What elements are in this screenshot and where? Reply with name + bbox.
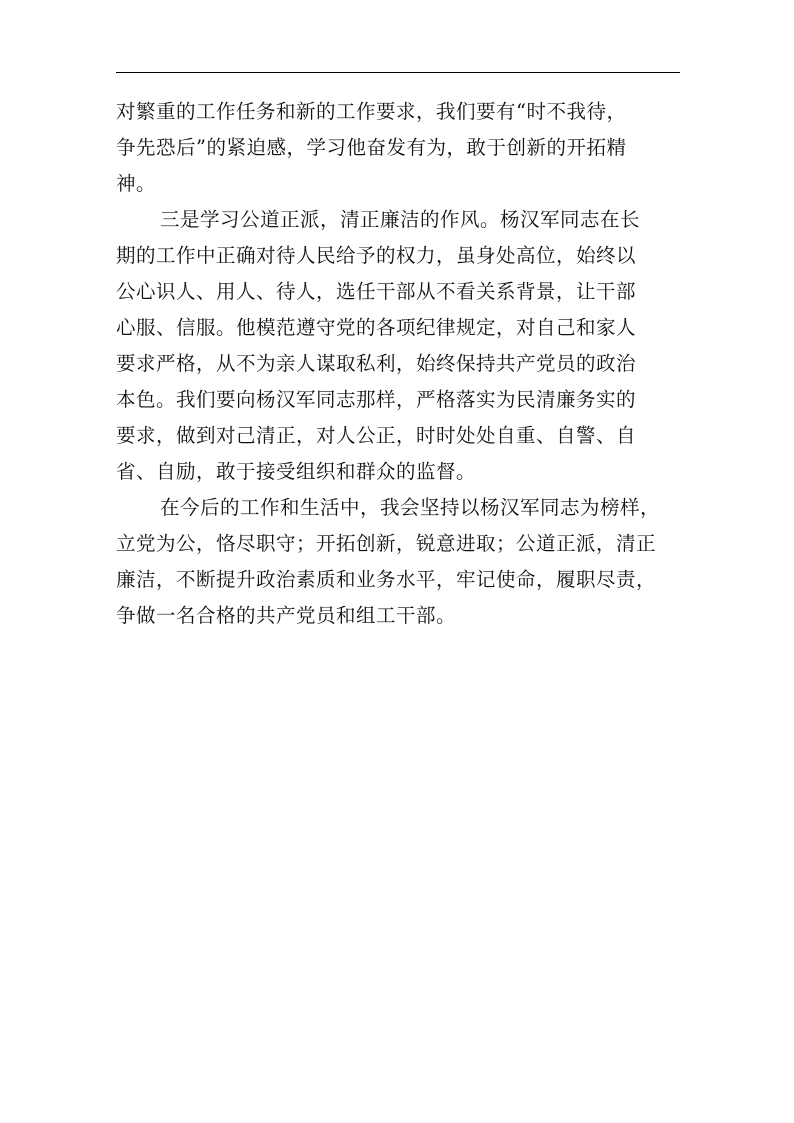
text-line: 争先恐后”的紧迫感，学习他奋发有为，敢于创新的开拓精 [116,136,627,159]
text-line: 本色。我们要向杨汉军同志那样，严格落实为民清廉务实的 [116,388,637,411]
header-rule [116,72,680,73]
text-line: 在今后的工作和生活中，我会坚持以杨汉军同志为榜样， [160,496,661,519]
text-line: 争做一名合格的共产党员和组工干部。 [116,604,457,627]
text-line: 立党为公，恪尽职守；开拓创新，锐意进取；公道正派，清正 [116,532,657,555]
text-line: 神。 [116,172,157,195]
text-line: 三是学习公道正派，清正廉洁的作风。杨汉军同志在长 [160,208,641,231]
text-line: 心服、信服。他模范遵守党的各项纪律规定，对自己和家人 [116,316,637,339]
paragraph-2 [116,202,686,490]
text-line: 公心识人、用人、待人，选任干部从不看关系背景，让干部 [116,280,637,303]
document-body [116,94,686,634]
text-line: 省、自励，敢于接受组织和群众的监督。 [116,460,477,483]
text-line: 廉洁，不断提升政治素质和业务水平，牢记使命，履职尽责， [116,568,657,591]
paragraph-1 [116,94,686,202]
text-line: 期的工作中正确对待人民给予的权力，虽身处高位，始终以 [116,244,637,267]
text-line: 对繁重的工作任务和新的工作要求，我们要有“时不我待， [116,100,627,123]
paragraph-3 [116,490,686,634]
text-line: 要求，做到对己清正，对人公正，时时处处自重、自警、自 [116,424,637,447]
text-line: 要求严格，从不为亲人谋取私利，始终保持共产党员的政治 [116,352,637,375]
